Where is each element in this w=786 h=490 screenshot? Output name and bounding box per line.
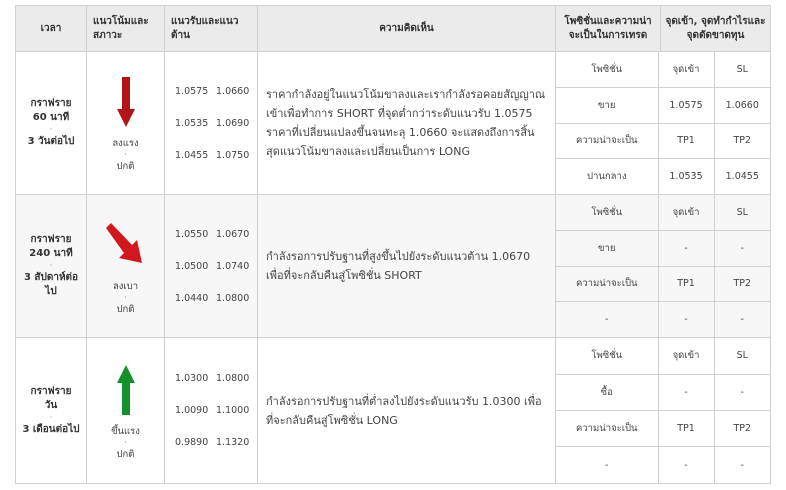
period-line2: 240 นาที	[29, 248, 73, 259]
resistance-level: 1.0740	[216, 260, 250, 272]
header-levels: แนวรับและแนวต้าน	[165, 6, 258, 52]
pos-value: -	[658, 231, 714, 267]
resistance-level: 1.1000	[216, 405, 250, 416]
period-line3: 3 วันต่อไป	[27, 136, 75, 147]
table-row	[16, 195, 771, 338]
pos-value: -	[714, 302, 770, 338]
position-subtable	[556, 52, 770, 194]
down-arrow-icon	[87, 72, 164, 132]
period-cell	[16, 52, 87, 195]
trend-dot: ·	[124, 293, 127, 302]
pos-label: -	[556, 302, 658, 338]
period-line2: วัน	[44, 399, 58, 411]
levels-cell	[165, 52, 258, 195]
pos-label: ปานกลาง	[556, 159, 658, 195]
pos-value: 1.0660	[714, 88, 770, 124]
header-time: เวลา	[16, 6, 87, 52]
level-row	[175, 395, 257, 427]
support-level: 1.0440	[175, 292, 209, 304]
period-cell	[16, 195, 87, 338]
header-position-group	[556, 6, 771, 52]
period-dot: ·	[49, 125, 53, 134]
trend-cell	[87, 195, 165, 338]
header-row	[16, 6, 771, 52]
table-row	[16, 52, 771, 195]
period-dot: ·	[49, 412, 53, 422]
support-level: 1.0535	[175, 117, 209, 129]
level-row	[175, 282, 257, 314]
pos-value: -	[658, 302, 714, 338]
pos-value: SL	[714, 195, 770, 231]
comment-cell: ราคากำลังอยู่ในแนวโน้มขาลงและเรากำลังรอคอยสัญญาณเข้าเพื่อทำการ SHORT ที่จุดต่ำกว่าระดับแนวรับ 1.0575 ราคาที่เปลี่ยนแปลงขึ้นจนทะลุ 1.0660 จะแสดงถึงการสิ้นสุดแนวโน้มขาลงและเปลี่ยนเป็นการ LONG	[258, 52, 556, 195]
position-subtable	[556, 338, 770, 483]
period-dot: ·	[49, 261, 53, 270]
period-line2: 60 นาที	[32, 112, 70, 123]
support-level: 1.0090	[175, 405, 209, 416]
level-row	[175, 427, 257, 459]
header-entry: จุดเข้า, จุดทำกำไรและจุดตัดขาดทุน	[660, 6, 770, 51]
pos-value: SL	[714, 338, 770, 374]
level-row	[175, 363, 257, 395]
level-row	[175, 218, 257, 250]
trend-cell	[87, 338, 165, 484]
support-level: 1.0300	[175, 373, 209, 384]
support-level: 1.0500	[175, 260, 209, 272]
header-comment: ความคิดเห็น	[258, 6, 556, 52]
trend-cell	[87, 52, 165, 195]
period-line1: กราฟราย	[30, 385, 72, 397]
pos-value: TP1	[658, 266, 714, 302]
level-row	[175, 250, 257, 282]
position-subtable	[556, 195, 770, 337]
trend-dot: ·	[124, 437, 127, 447]
resistance-level: 1.0750	[216, 149, 250, 161]
table-row	[16, 338, 771, 484]
pos-value: -	[658, 374, 714, 410]
comment-cell: กำลังรอการปรับฐานที่สูงขึ้นไปยังระดับแนวต้าน 1.0670 เพื่อที่จะกลับคืนสู่โพซิชั่น SHORT	[258, 195, 556, 338]
resistance-level: 1.0660	[216, 85, 250, 97]
position-cell	[556, 52, 771, 195]
pos-value: TP2	[714, 411, 770, 447]
support-level: 1.0455	[175, 149, 209, 161]
levels-cell	[165, 338, 258, 484]
up-arrow-icon	[87, 360, 164, 420]
pos-value: -	[658, 447, 714, 483]
pos-label: โพซิชั่น	[556, 195, 658, 231]
header-trend: แนวโน้มและสภาวะ	[87, 6, 165, 52]
resistance-level: 1.0800	[216, 373, 250, 384]
period-line1: กราฟราย	[30, 234, 72, 245]
down-right-arrow-icon	[87, 215, 164, 275]
level-row	[175, 75, 257, 107]
support-level: 0.9890	[175, 437, 209, 448]
pos-label: ซื้อ	[556, 374, 658, 410]
support-level: 1.0575	[175, 85, 209, 97]
header-position: โพซิชั่นและความน่าจะเป็นในการเทรด	[564, 15, 652, 41]
pos-label: -	[556, 447, 658, 483]
pos-value: TP2	[714, 123, 770, 159]
pos-value: -	[714, 374, 770, 410]
pos-label: ความน่าจะเป็น	[556, 411, 658, 447]
trend-state: ปกติ	[116, 448, 135, 460]
pos-value: จุดเข้า	[658, 338, 714, 374]
pos-value: 1.0535	[658, 159, 714, 195]
trading-outlook-table	[15, 5, 771, 484]
pos-value: SL	[714, 52, 770, 88]
resistance-level: 1.0690	[216, 117, 250, 129]
period-line1: กราฟราย	[30, 98, 72, 109]
pos-label: ความน่าจะเป็น	[556, 266, 658, 302]
position-cell	[556, 195, 771, 338]
pos-label: โพซิชั่น	[556, 338, 658, 374]
position-cell	[556, 338, 771, 484]
pos-value: TP1	[658, 123, 714, 159]
pos-label: ขาย	[556, 231, 658, 267]
level-row	[175, 107, 257, 139]
pos-value: -	[714, 447, 770, 483]
pos-value: จุดเข้า	[658, 52, 714, 88]
level-row	[175, 139, 257, 171]
trend-strength: ลงแรง	[112, 138, 139, 149]
period-line3: 3 สัปดาห์ต่อไป	[23, 272, 79, 297]
trend-state: ปกติ	[116, 161, 135, 172]
resistance-level: 1.1320	[216, 437, 250, 448]
trend-state: ปกติ	[116, 304, 135, 315]
support-level: 1.0550	[175, 228, 209, 240]
period-cell	[16, 338, 87, 484]
period-line3: 3 เดือนต่อไป	[22, 423, 80, 435]
pos-value: TP1	[658, 411, 714, 447]
pos-label: โพซิชั่น	[556, 52, 658, 88]
trend-dot: ·	[124, 150, 127, 159]
pos-value: 1.0575	[658, 88, 714, 124]
pos-label: ขาย	[556, 88, 658, 124]
trend-strength: ลงเบา	[112, 281, 139, 292]
resistance-level: 1.0670	[216, 228, 250, 240]
pos-value: 1.0455	[714, 159, 770, 195]
comment-cell: กำลังรอการปรับฐานที่ต่ำลงไปยังระดับแนวรับ 1.0300 เพื่อที่จะกลับคืนสู่โพซิชั่น LONG	[258, 338, 556, 484]
pos-value: -	[714, 231, 770, 267]
trend-strength: ขึ้นแรง	[111, 425, 140, 437]
pos-value: จุดเข้า	[658, 195, 714, 231]
pos-value: TP2	[714, 266, 770, 302]
resistance-level: 1.0800	[216, 292, 250, 304]
pos-label: ความน่าจะเป็น	[556, 123, 658, 159]
levels-cell	[165, 195, 258, 338]
